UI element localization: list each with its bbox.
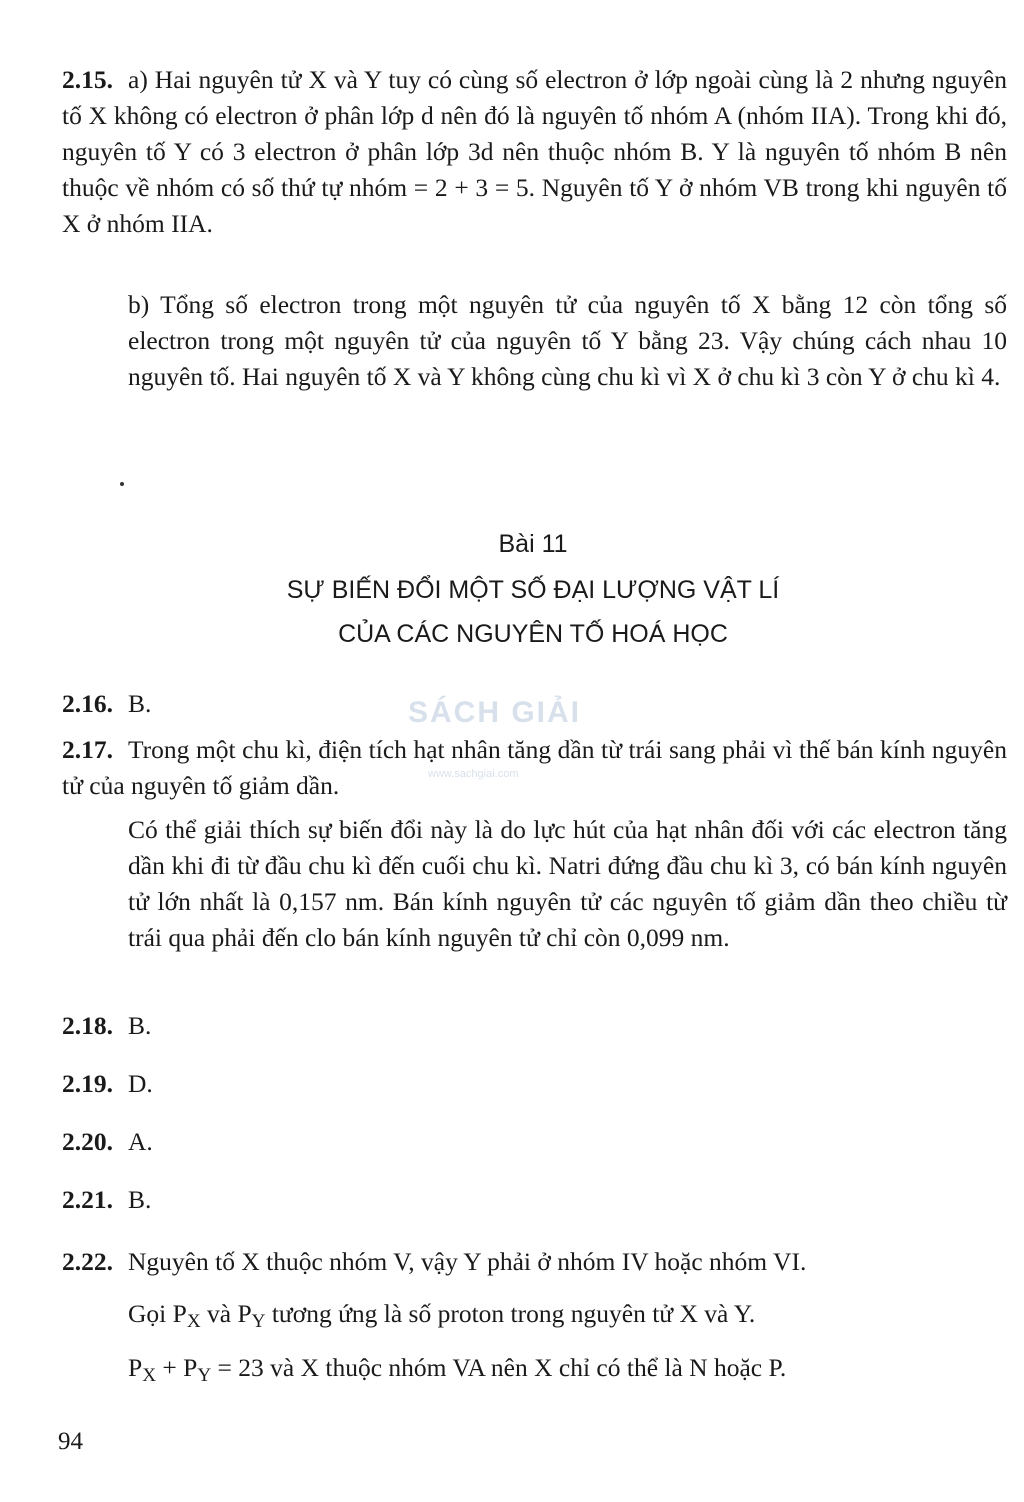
subscript: X (142, 1364, 156, 1386)
problem-number: 2.18. (62, 1011, 113, 1040)
problem-2-20 (62, 1124, 1007, 1160)
problem-2-22-line-3 (128, 1350, 1007, 1394)
problem-2-18 (62, 1008, 1007, 1044)
problem-2-15-part-b: b) Tổng số electron trong một nguyên tử của nguyên tố X bằng 12 còn tổng số electron trong một nguyên tử của nguyên tố Y bằng 23. Vậy chúng cách nhau 10 nguyên tố. Hai nguyên tố X và Y không cùng chu kì vì X ở chu kì 3 còn Y ở chu kì 4. (128, 290, 1007, 391)
problem-answer: A. (128, 1127, 153, 1156)
page-number: 94 (58, 1428, 83, 1455)
lesson-label: Bài 11 (498, 530, 568, 558)
problem-2-15-part-a: a) Hai nguyên tử X và Y tuy có cùng số electron ở lớp ngoài cùng là 2 nhưng nguyên tố X không có electron ở phân lớp d nên đó là nguyên tố nhóm A (nhóm IIA). Trong khi đó, nguyên tố Y có 3 electron ở phân lớp 3d nên thuộc nhóm B. Y là nguyên tố nhóm B nên thuộc về nhóm có số thứ tự nhóm = 2 + 3 = 5. Nguyên tố Y ở nhóm VB trong khi nguyên tố X ở nhóm IIA. (62, 65, 1007, 238)
problem-number: 2.17. (62, 735, 113, 764)
problem-answer: D. (128, 1069, 153, 1098)
text-run: Gọi P (128, 1299, 187, 1328)
problem-2-21 (62, 1182, 1007, 1218)
problem-2-17-text-2: Có thể giải thích sự biến đổi này là do lực hút của hạt nhân đối với các electron tăng dần khi đi từ đầu chu kì đến cuối chu kì. Natri đứng đầu chu kì 3, có bán kính nguyên tử lớn nhất là 0,157 nm. Bán kính nguyên tử các nguyên tố giảm dần theo chiều từ trái qua phải đến clo bán kính nguyên tử chỉ còn 0,099 nm. (128, 815, 1007, 952)
problem-answer: B. (128, 689, 152, 718)
text-run: P (128, 1353, 143, 1382)
print-speck (120, 482, 124, 486)
problem-number: 2.16. (62, 689, 113, 718)
problem-2-22-line-2 (128, 1296, 1007, 1340)
text-run: tương ứng là số proton trong nguyên tử X và Y. (265, 1299, 756, 1328)
subscript: X (186, 1310, 201, 1332)
problem-number: 2.15. (62, 65, 113, 94)
problem-2-22-text-1: Nguyên tố X thuộc nhóm V, vậy Y phải ở nhóm IV hoặc nhóm VI. (128, 1247, 807, 1276)
problem-number: 2.19. (62, 1069, 113, 1098)
problem-number: 2.20. (62, 1127, 113, 1156)
text-run: và P (200, 1299, 252, 1328)
lesson-title-line-2: CỦA CÁC NGUYÊN TỐ HOÁ HỌC (338, 620, 728, 648)
problem-2-17 (62, 732, 1007, 804)
problem-2-19 (62, 1066, 1007, 1102)
subscript: Y (197, 1364, 212, 1386)
problem-2-17-text-1: Trong một chu kì, điện tích hạt nhân tăng dần từ trái sang phải vì thế bán kính nguyên tử của nguyên tố giảm dần. (62, 735, 1007, 800)
lesson-title-line-1: SỰ BIẾN ĐỔI MỘT SỐ ĐẠI LƯỢNG VẬT LÍ (286, 576, 780, 604)
watermark-text: SÁCH GIẢI (408, 696, 582, 729)
watermark-url: www.sachgiai.com (428, 768, 519, 780)
problem-number: 2.22. (62, 1247, 113, 1276)
problem-answer: B. (128, 1185, 152, 1214)
problem-2-22 (62, 1244, 1007, 1280)
text-run: + P (156, 1353, 198, 1382)
problem-answer: B. (128, 1011, 152, 1040)
text-run: = 23 và X thuộc nhóm VA nên X chỉ có thể là N hoặc P. (211, 1353, 787, 1382)
subscript: Y (251, 1310, 266, 1332)
problem-number: 2.21. (62, 1185, 113, 1214)
problem-2-15 (62, 62, 1007, 242)
